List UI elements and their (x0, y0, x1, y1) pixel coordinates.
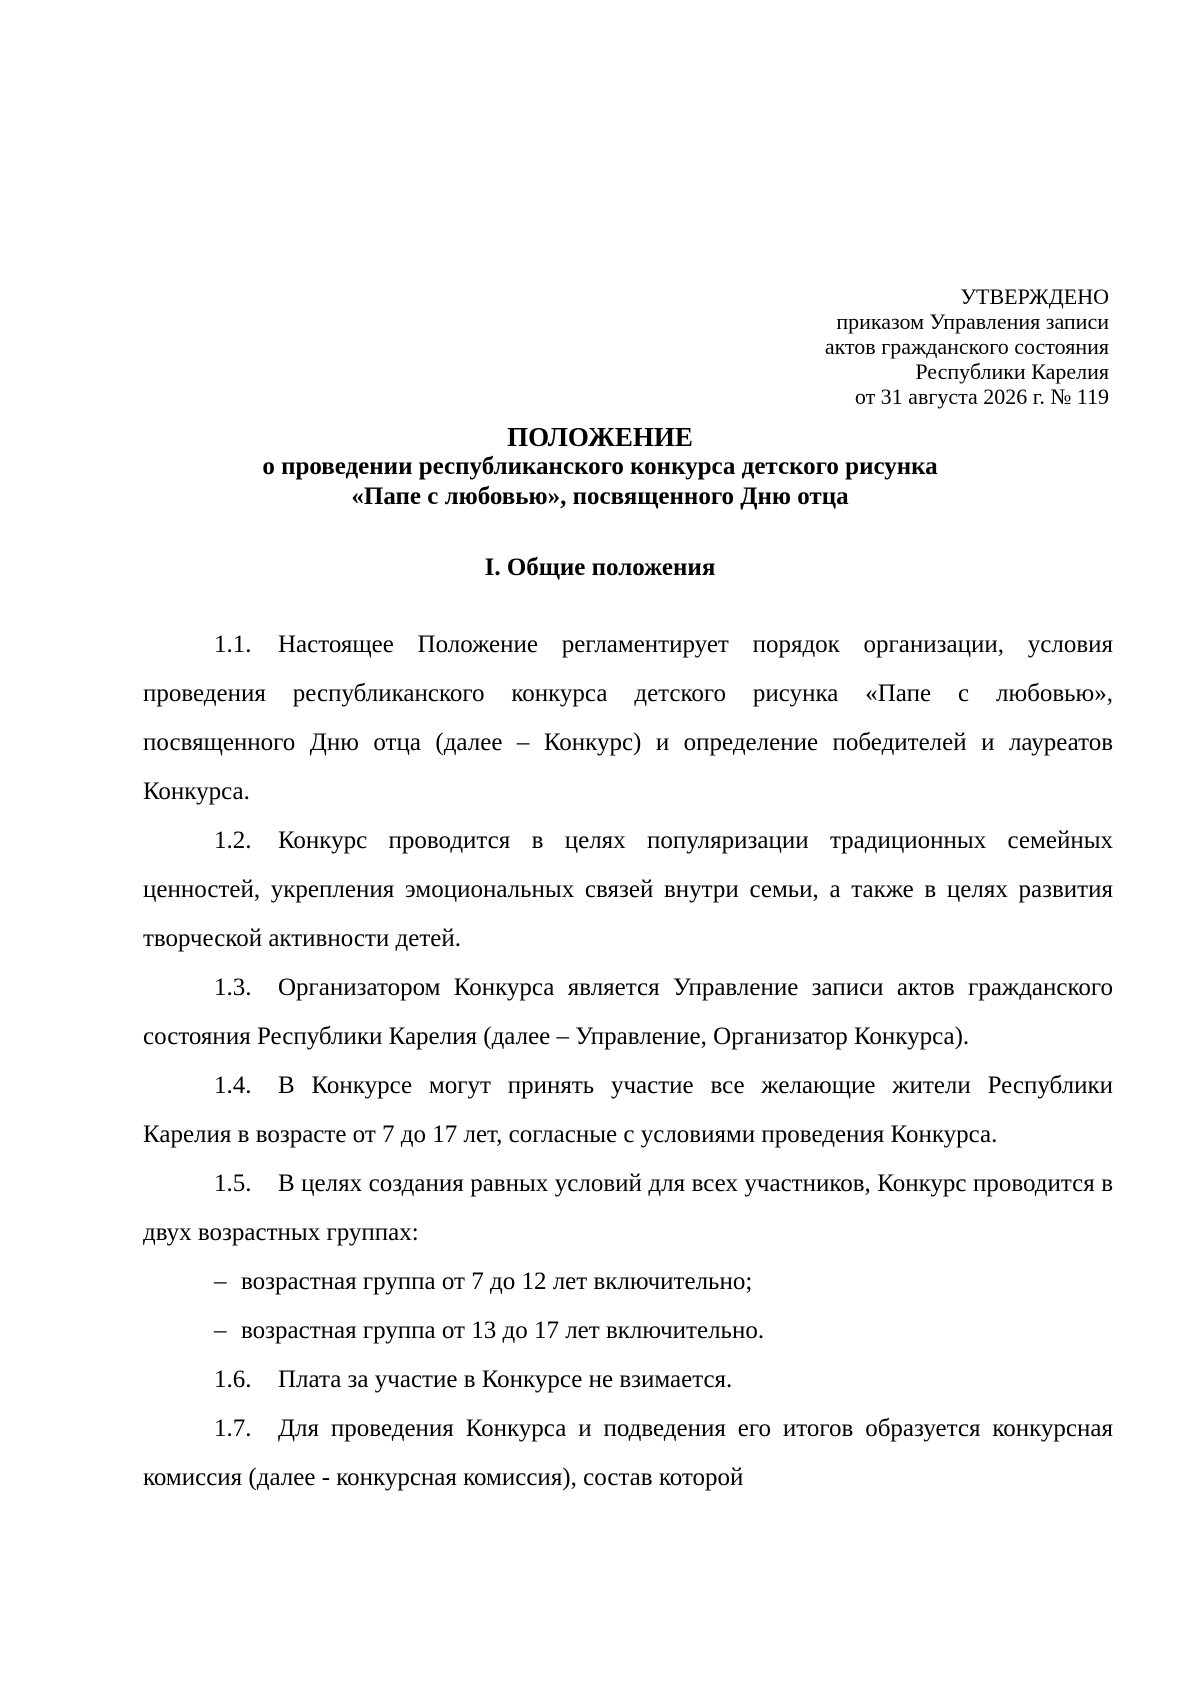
document-subtitle: о проведении республиканского конкурса детского рисунка (262, 453, 938, 480)
paragraph-text: Плата за участие в Конкурсе не взимается. (278, 1366, 733, 1393)
section-heading: I. Общие положения (484, 554, 716, 581)
paragraph (143, 620, 1113, 816)
dash-bullet: – (214, 1268, 227, 1295)
list-item-text: возрастная группа от 13 до 17 лет включительно. (241, 1317, 765, 1344)
paragraph (143, 1159, 1113, 1257)
paragraph (143, 816, 1113, 963)
paragraph-text: Конкурс проводится в целях популяризации традиционных семейных ценностей, укрепления эмоциональных связей внутри семьи, а также в целях развития творческой активности детей. (143, 827, 1113, 952)
approval-line: от 31 августа 2026 г. № 119 (854, 384, 1109, 409)
dash-bullet: – (214, 1317, 227, 1344)
approval-line: актов гражданского состояния (824, 334, 1109, 359)
paragraph-number: 1.2. (214, 827, 252, 854)
approval-stamp (825, 284, 1109, 409)
paragraph-number: 1.4. (214, 1072, 252, 1099)
list-item (143, 1257, 1113, 1306)
paragraph-number: 1.7. (214, 1415, 252, 1442)
approval-line: приказом Управления записи (836, 309, 1109, 334)
paragraph (143, 1061, 1113, 1159)
document-title: ПОЛОЖЕНИЕ (507, 422, 693, 452)
paragraph (143, 1404, 1113, 1502)
paragraph-text: Организатором Конкурса является Управление записи актов гражданского состояния Республики Карелия (далее – Управление, Организатор Конкурса). (143, 974, 1113, 1050)
document-title-block (0, 422, 1200, 512)
paragraph-number: 1.3. (214, 974, 252, 1001)
paragraph-number: 1.5. (214, 1170, 252, 1197)
paragraph-text: Для проведения Конкурса и подведения его итогов образуется конкурсная комиссия (далее - конкурсная комиссия), состав которой (143, 1415, 1113, 1491)
approval-line: УТВЕРЖДЕНО (960, 284, 1109, 309)
paragraph-text: Настоящее Положение регламентирует порядок организации, условия проведения республиканского конкурса детского рисунка «Папе с любовью», посвященного Дню отца (далее – Конкурс) и определение победителей и лауреатов Конкурса. (143, 631, 1113, 805)
approval-line: Республики Карелия (915, 359, 1109, 384)
paragraph (143, 1355, 1113, 1404)
paragraph-number: 1.1. (214, 631, 252, 658)
list-item-text: возрастная группа от 7 до 12 лет включительно; (241, 1268, 753, 1295)
paragraph-number: 1.6. (214, 1366, 252, 1393)
paragraph-text: В целях создания равных условий для всех участников, Конкурс проводится в двух возрастных группах: (143, 1170, 1113, 1246)
paragraph (143, 963, 1113, 1061)
paragraph-text: В Конкурсе могут принять участие все желающие жители Республики Карелия в возрасте от 7 до 17 лет, согласные с условиями проведения Конкурса. (143, 1072, 1113, 1148)
list-item (143, 1306, 1113, 1355)
document-body (143, 620, 1113, 1502)
document-subtitle: «Папе с любовью», посвященного Дню отца (351, 483, 849, 510)
